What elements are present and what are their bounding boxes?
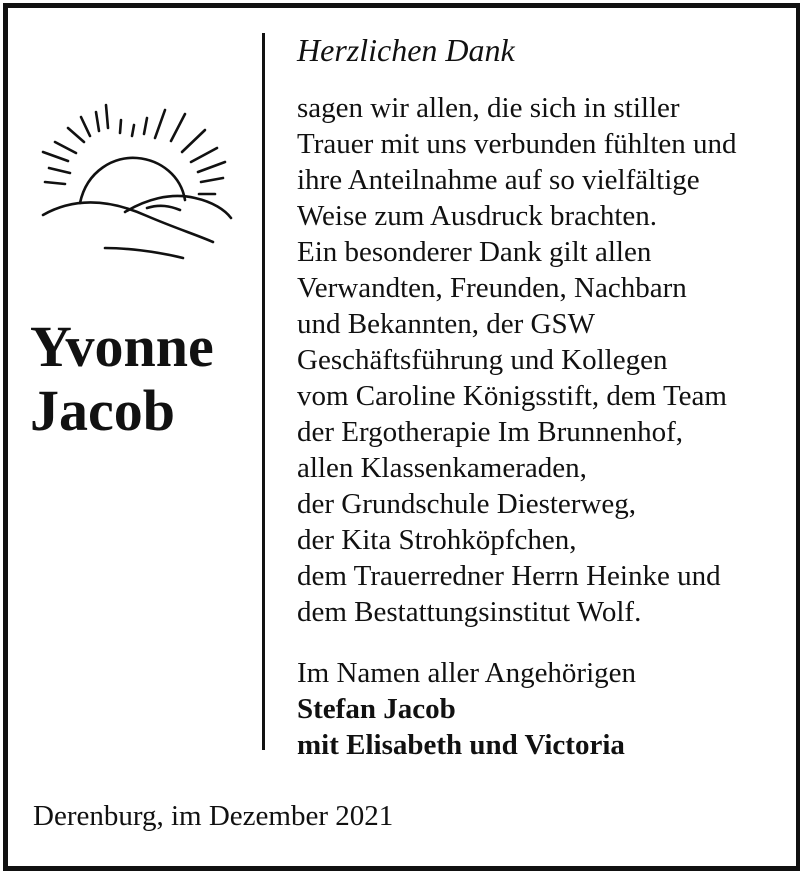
body-line: vom Caroline Königsstift, dem Team: [297, 380, 727, 412]
body-line: allen Klassenkameraden,: [297, 452, 587, 484]
body-line: Verwandten, Freunden, Nachbarn: [297, 272, 687, 304]
vertical-divider: [262, 33, 265, 750]
body-line: dem Trauerredner Herrn Heinke und: [297, 560, 721, 592]
signoff: [297, 655, 636, 763]
body-line: Weise zum Ausdruck brachten.: [297, 200, 658, 232]
body-line: Geschäftsführung und Kollegen: [297, 344, 668, 376]
body-line: der Grundschule Diesterweg,: [297, 488, 637, 520]
heading: Herzlichen Dank: [297, 32, 515, 68]
signer-primary: Stefan Jacob: [297, 693, 456, 725]
signoff-intro: Im Namen aller Angehörigen: [297, 657, 637, 689]
last-name: Jacob: [30, 378, 175, 443]
message-body: [297, 90, 737, 630]
body-line: der Kita Strohköpfchen,: [297, 524, 577, 556]
body-line: ihre Anteilnahme auf so vielfältige: [297, 164, 700, 196]
body-line: sagen wir allen, die sich in stiller: [297, 92, 680, 124]
body-line: dem Bestattungsinstitut Wolf.: [297, 596, 642, 628]
body-line: und Bekannten, der GSW: [297, 308, 595, 340]
body-line: Ein besonderer Dank gilt allen: [297, 236, 652, 268]
sunset-icon: [35, 100, 235, 265]
body-line: der Ergotherapie Im Brunnenhof,: [297, 416, 684, 448]
first-name: Yvonne: [30, 314, 214, 379]
deceased-name: [30, 315, 214, 443]
body-line: Trauer mit uns verbunden fühlten und: [297, 128, 737, 160]
place-date: Derenburg, im Dezember 2021: [33, 800, 394, 832]
signer-family: mit Elisabeth und Victoria: [297, 729, 625, 761]
